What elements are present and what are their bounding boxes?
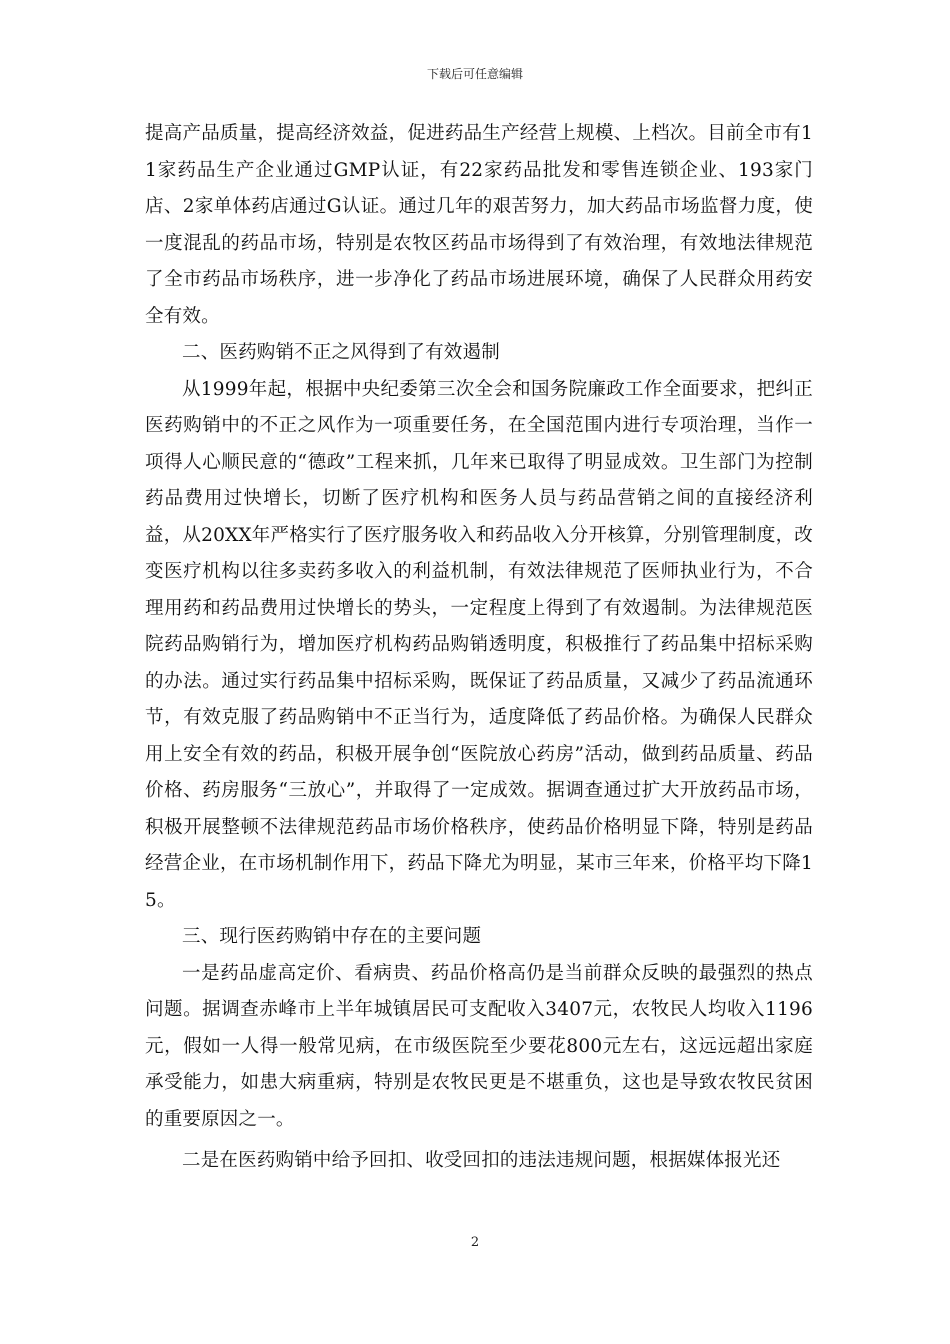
page-header: 下载后可任意编辑 xyxy=(426,67,523,81)
paragraph-problem-1: 一是药品虚高定价、看病贵、药品价格高仍是当前群众反映的最强烈的热点问题。据调查赤峰市上半年城镇居民可支配收入3407元，农牧民人均收入1196元，假如一人得一般常见病，在市级医院至少要花800元左右，这远远超出家庭承受能力，如患大病重病，特别是农牧民更是不堪重负，这也是导致农牧民贫困的重要原因之一。 xyxy=(145,962,813,1130)
page-number: 2 xyxy=(470,1235,480,1250)
section-heading-3: 三、现行医药购销中存在的主要问题 xyxy=(182,926,482,947)
paragraph-problem-2: 二是在医药购销中给予回扣、收受回扣的违法违规问题，根据媒体报光还 xyxy=(182,1150,781,1171)
paragraph-continuation: 提高产品质量，提高经济效益，促进药品生产经营上规模、上档次。目前全市有11家药品生产企业通过GMP认证，有22家药品批发和零售连锁企业、193家门店、2家单体药店通过G认证。通过几年的艰苦努力，加大药品市场监督力度，使一度混乱的药品市场，特别是农牧区药品市场得到了有效治理，有效地法律规范了全市药品市场秩序，进一步净化了药品市场进展环境，确保了人民群众用药安全有效。 xyxy=(145,123,813,327)
section-heading-2: 二、医药购销不正之风得到了有效遏制 xyxy=(182,342,500,363)
paragraph-section-2: 从1999年起，根据中央纪委第三次全会和国务院廉政工作全面要求，把纠正医药购销中的不正之风作为一项重要任务，在全国范围内进行专项治理，当作一项得人心顺民意的“德政”工程来抓，几年来已取得了明显成效。卫生部门为控制药品费用过快增长，切断了医疗机构和医务人员与药品营销之间的直接经济利益，从20XX年严格实行了医疗服务收入和药品收入分开核算，分别管理制度，改变医疗机构以往多卖药多收入的利益机制，有效法律规范了医师执业行为，不合理用药和药品费用过快增长的势头，一定程度上得到了有效遏制。为法律规范医院药品购销行为，增加医疗机构药品购销透明度，积极推行了药品集中招标采购的办法。通过实行药品集中招标采购，既保证了药品质量，又减少了药品流通环节，有效克服了药品购销中不正当行为，适度降低了药品价格。为确保人民群众用上安全有效的药品，积极开展争创“医院放心药房”活动，做到药品质量、药品价格、药房服务“三放心”，并取得了一定成效。据调查通过扩大开放药品市场，积极开展整顿不法律规范药品市场价格秩序，使药品价格明显下降，特别是药品经营企业，在市场机制作用下，药品下降尤为明显，某市三年来，价格平均下降15。 xyxy=(145,378,813,911)
document-body xyxy=(145,116,813,1180)
